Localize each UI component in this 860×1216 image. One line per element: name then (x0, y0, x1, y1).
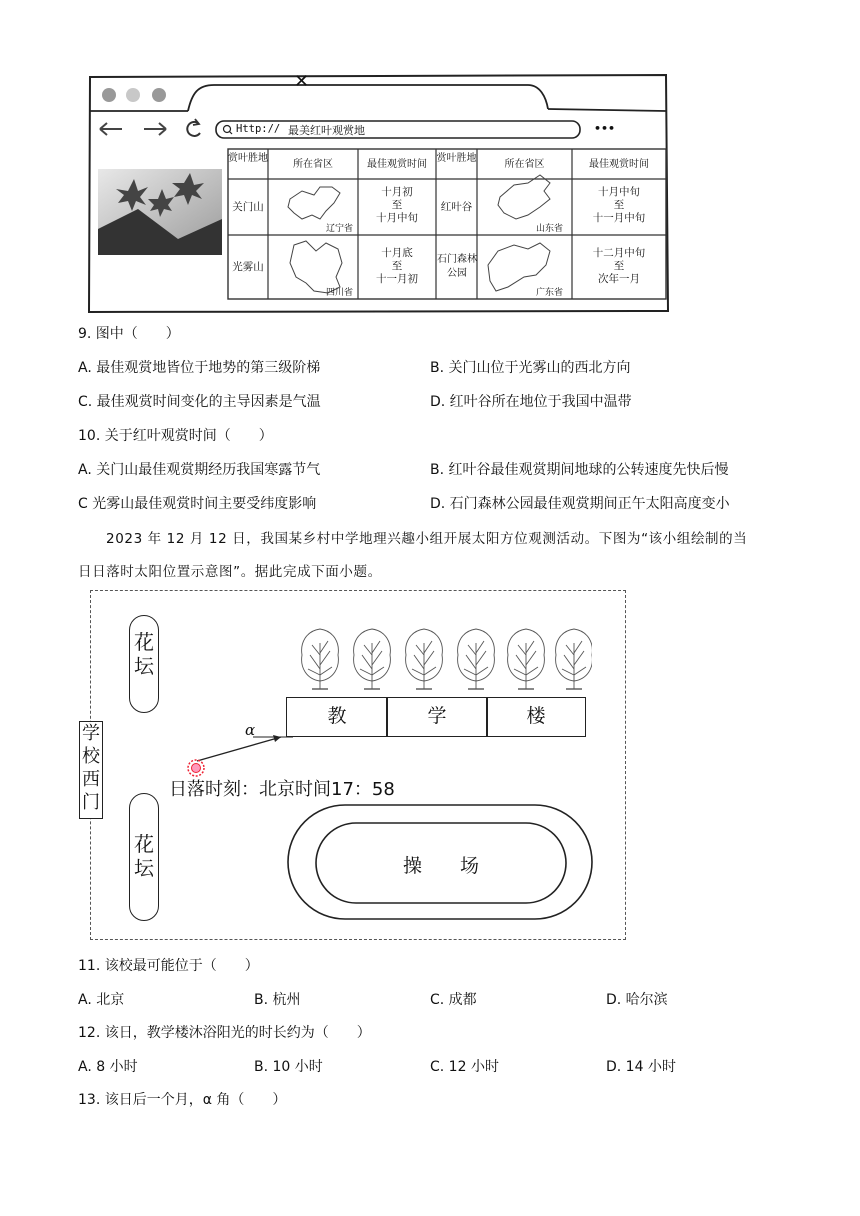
q11-stem: 11. 该校最可能位于（ ） (78, 958, 259, 974)
q12-stem: 12. 该日，教学楼沐浴阳光的时长约为（ ） (78, 1025, 371, 1041)
building-cell-2: 学 (386, 697, 488, 737)
q9-stem: 9. 图中（ ） (78, 326, 180, 342)
trees-row (296, 625, 592, 695)
header-province-1: 所在省区 (293, 159, 333, 170)
more-menu-icon[interactable]: ••• (594, 122, 616, 135)
building-cell-1: 教 (286, 697, 388, 737)
time-guanmenshan: 十月初 至 十月中旬 (376, 186, 418, 224)
playground-label: 操 场 (402, 855, 479, 877)
time-guangwushan: 十月底 至 十一月初 (376, 247, 418, 285)
site-guangwushan: 光雾山 (232, 261, 264, 273)
q9-option-b[interactable]: B. 关门山位于光雾山的西北方向 (430, 360, 631, 376)
red-leaf-photo (98, 169, 222, 255)
q12-option-d[interactable]: D. 14 小时 (606, 1059, 676, 1075)
province-liaoning: 辽宁省 (326, 224, 354, 234)
province-shandong: 山东省 (536, 224, 564, 234)
sunset-time-label: 日落时刻：北京时间17：58 (169, 779, 395, 800)
site-hongyegu: 红叶谷 (440, 201, 473, 213)
alpha-angle-label: α (245, 721, 256, 739)
q10-option-b[interactable]: B. 红叶谷最佳观赏期间地球的公转速度先快后慢 (430, 462, 729, 478)
province-guangdong: 广东省 (536, 288, 564, 298)
q13-stem: 13. 该日后一个月，α 角（ ） (78, 1092, 287, 1108)
header-site-2: 赏叶胜地 (436, 153, 477, 164)
q9-option-d[interactable]: D. 红叶谷所在地位于我国中温带 (430, 394, 632, 410)
q9-option-a[interactable]: A. 最佳观赏地皆位于地势的第三级阶梯 (78, 360, 321, 376)
q10-option-a[interactable]: A. 关门山最佳观赏期经历我国寒露节气 (78, 462, 321, 478)
q11-option-a[interactable]: A. 北京 (78, 992, 125, 1008)
q12-option-b[interactable]: B. 10 小时 (254, 1059, 323, 1075)
site-guanmenshan: 关门山 (232, 201, 264, 213)
close-tab-icon[interactable]: ✕ (294, 71, 310, 92)
building-cell-3: 楼 (486, 697, 586, 737)
q10-option-d[interactable]: D. 石门森林公园最佳观赏期间正午太阳高度变小 (430, 496, 730, 512)
flowerbed-north: 花坛 (129, 615, 159, 713)
url-title[interactable]: 最美红叶观赏地 (288, 124, 365, 137)
time-hongyegu: 十月中旬 至 十一月中旬 (592, 186, 646, 224)
q9-option-c[interactable]: C. 最佳观赏时间变化的主导因素是气温 (78, 394, 321, 410)
header-province-2: 所在省区 (504, 159, 545, 170)
url-prefix: Http:// (236, 123, 281, 135)
school-sunset-figure (82, 590, 626, 940)
q12-option-c[interactable]: C. 12 小时 (430, 1059, 499, 1075)
q11-option-d[interactable]: D. 哈尔滨 (606, 992, 668, 1008)
q10-option-c[interactable]: C 光雾山最佳观赏时间主要受纬度影响 (78, 496, 317, 512)
header-time-2: 最佳观赏时间 (589, 159, 649, 170)
browser-figure (88, 73, 670, 313)
intro-line-1: 2023 年 12 月 12 日，我国某乡村中学地理兴趣小组开展太阳方位观测活动。下图为“该小组绘制的当 (106, 531, 748, 547)
q12-option-a[interactable]: A. 8 小时 (78, 1059, 138, 1075)
q11-option-b[interactable]: B. 杭州 (254, 992, 301, 1008)
q11-option-c[interactable]: C. 成都 (430, 992, 477, 1008)
flowerbed-south: 花坛 (129, 793, 159, 921)
header-time-1: 最佳观赏时间 (367, 159, 427, 170)
time-shimen-forest-park: 十二月中旬 至 次年一月 (592, 247, 646, 285)
school-west-gate: 学 校 西 门 (79, 721, 103, 819)
intro-line-2: 日日落时太阳位置示意图”。据此完成下面小题。 (78, 564, 382, 580)
q10-stem: 10. 关于红叶观赏时间（ ） (78, 428, 273, 444)
header-site-1: 赏叶胜地 (228, 153, 268, 164)
site-shimen-forest-park: 石门森林公园 (437, 254, 477, 279)
province-sichuan: 四川省 (326, 288, 354, 298)
